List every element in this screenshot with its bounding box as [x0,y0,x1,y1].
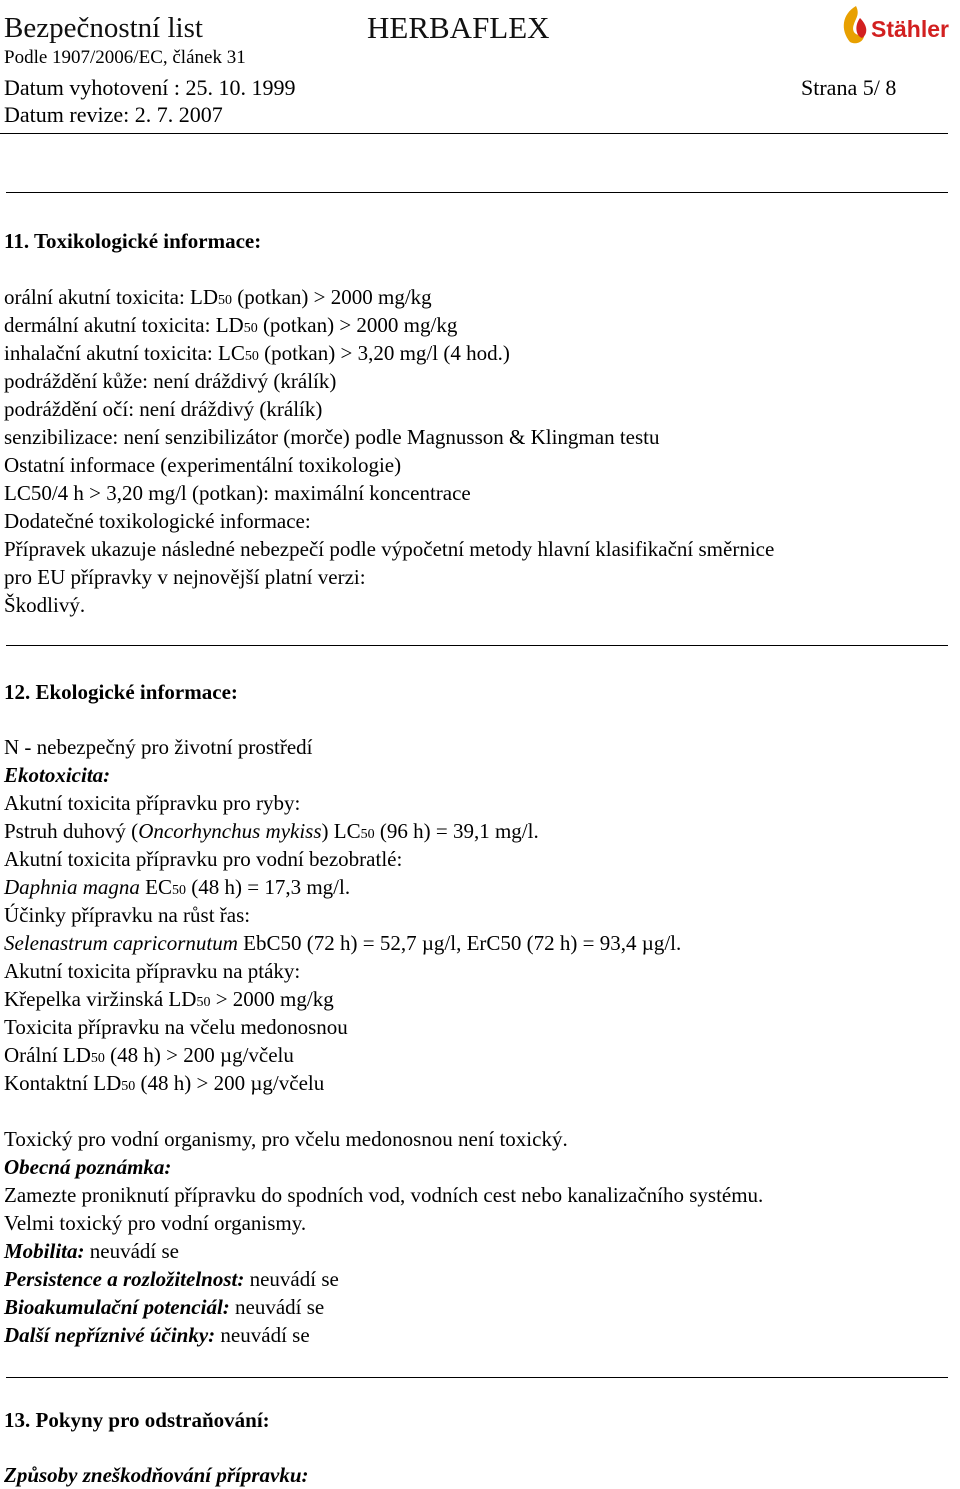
bee-contact-toxicity: Kontaktní LD50 (48 h) > 200 µg/včelu [4,1071,325,1095]
dermal-toxicity: dermální akutní toxicita: LD50 (potkan) > 2000 mg/kg [4,313,458,337]
date-revised: Datum revize: 2. 7. 2007 [4,102,223,127]
other-adverse-effects: Další nepříznivé účinky: neuvádí se [4,1323,310,1347]
bee-toxicity-title: Toxicita přípravku na včelu medonosnou [4,1015,348,1039]
disposal-methods-label: Způsoby zneškodňování přípravku: [4,1463,309,1487]
regulation-reference: Podle 1907/2006/EC, článek 31 [4,47,246,68]
environment-hazard: N - nebezpečný pro životní prostředí [4,735,313,759]
bird-toxicity-value: Křepelka viržinská LD50 > 2000 mg/kg [4,987,334,1011]
eye-irritation: podráždění očí: není dráždivý (králík) [4,397,323,421]
inhalation-toxicity: inhalační akutní toxicita: LC50 (potkan) > 3,20 mg/l (4 hod.) [4,341,510,365]
additional-tox-info: Dodatečné toxikologické informace: [4,509,311,533]
document-title: Bezpečnostní list [4,12,203,44]
product-name: HERBAFLEX [367,10,550,45]
classification-line-1: Přípravek ukazuje následné nebezpečí podle výpočetní metody hlavní klasifikační směrnice [4,537,775,561]
section-12-heading: 12. Ekologické informace: [4,680,238,704]
classification-result: Škodlivý. [4,593,86,617]
invertebrate-toxicity-title: Akutní toxicita přípravku pro vodní bezobratlé: [4,847,403,871]
toxic-summary: Toxický pro vodní organismy, pro včelu medonosnou není toxický. [4,1127,568,1151]
bee-oral-toxicity: Orální LD50 (48 h) > 200 µg/včelu [4,1043,294,1067]
section-11-heading: 11. Toxikologické informace: [4,229,262,253]
logo-text: Stähler [871,16,949,42]
divider [6,1377,948,1378]
persistence: Persistence a rozložitelnost: neuvádí se [4,1267,339,1291]
skin-irritation: podráždění kůže: není dráždivý (králík) [4,369,337,393]
bioaccumulation: Bioakumulační potenciál: neuvádí se [4,1295,325,1319]
prevention-note: Zamezte proniknutí přípravku do spodních vod, vodních cest nebo kanalizačního systému. [4,1183,764,1207]
invertebrate-toxicity-value: Daphnia magna EC50 (48 h) = 17,3 mg/l. [4,875,351,899]
mobility: Mobilita: neuvádí se [4,1239,179,1263]
very-toxic-note: Velmi toxický pro vodní organismy. [4,1211,307,1235]
oral-toxicity: orální akutní toxicita: LD50 (potkan) > 2000 mg/kg [4,285,432,309]
page-number: Strana 5/ 8 [801,75,897,100]
ecotoxicity-label: Ekotoxicita: [4,763,111,787]
divider [6,645,948,646]
classification-line-2: pro EU přípravky v nejnovější platní verzi: [4,565,366,589]
bird-toxicity-title: Akutní toxicita přípravku na ptáky: [4,959,301,983]
fish-toxicity-value: Pstruh duhový (Oncorhynchus mykiss) LC50 (96 h) = 39,1 mg/l. [4,819,539,843]
section-13-heading: 13. Pokyny pro odstraňování: [4,1408,270,1432]
general-note-label: Obecná poznámka: [4,1155,172,1179]
lc50-value: LC50/4 h > 3,20 mg/l (potkan): maximální koncentrace [4,481,471,505]
divider [0,133,948,134]
other-information: Ostatní informace (experimentální toxikologie) [4,453,402,477]
sensitization: senzibilizace: není senzibilizátor (morče) podle Magnusson & Klingman testu [4,425,660,449]
algae-effects-title: Účinky přípravku na růst řas: [4,903,251,927]
fish-toxicity-title: Akutní toxicita přípravku pro ryby: [4,791,301,815]
staehler-logo [838,4,960,46]
date-created: Datum vyhotovení : 25. 10. 1999 [4,75,296,100]
algae-effects-value: Selenastrum capricornutum EbC50 (72 h) = 52,7 µg/l, ErC50 (72 h) = 93,4 µg/l. [4,931,682,955]
divider [6,192,948,193]
